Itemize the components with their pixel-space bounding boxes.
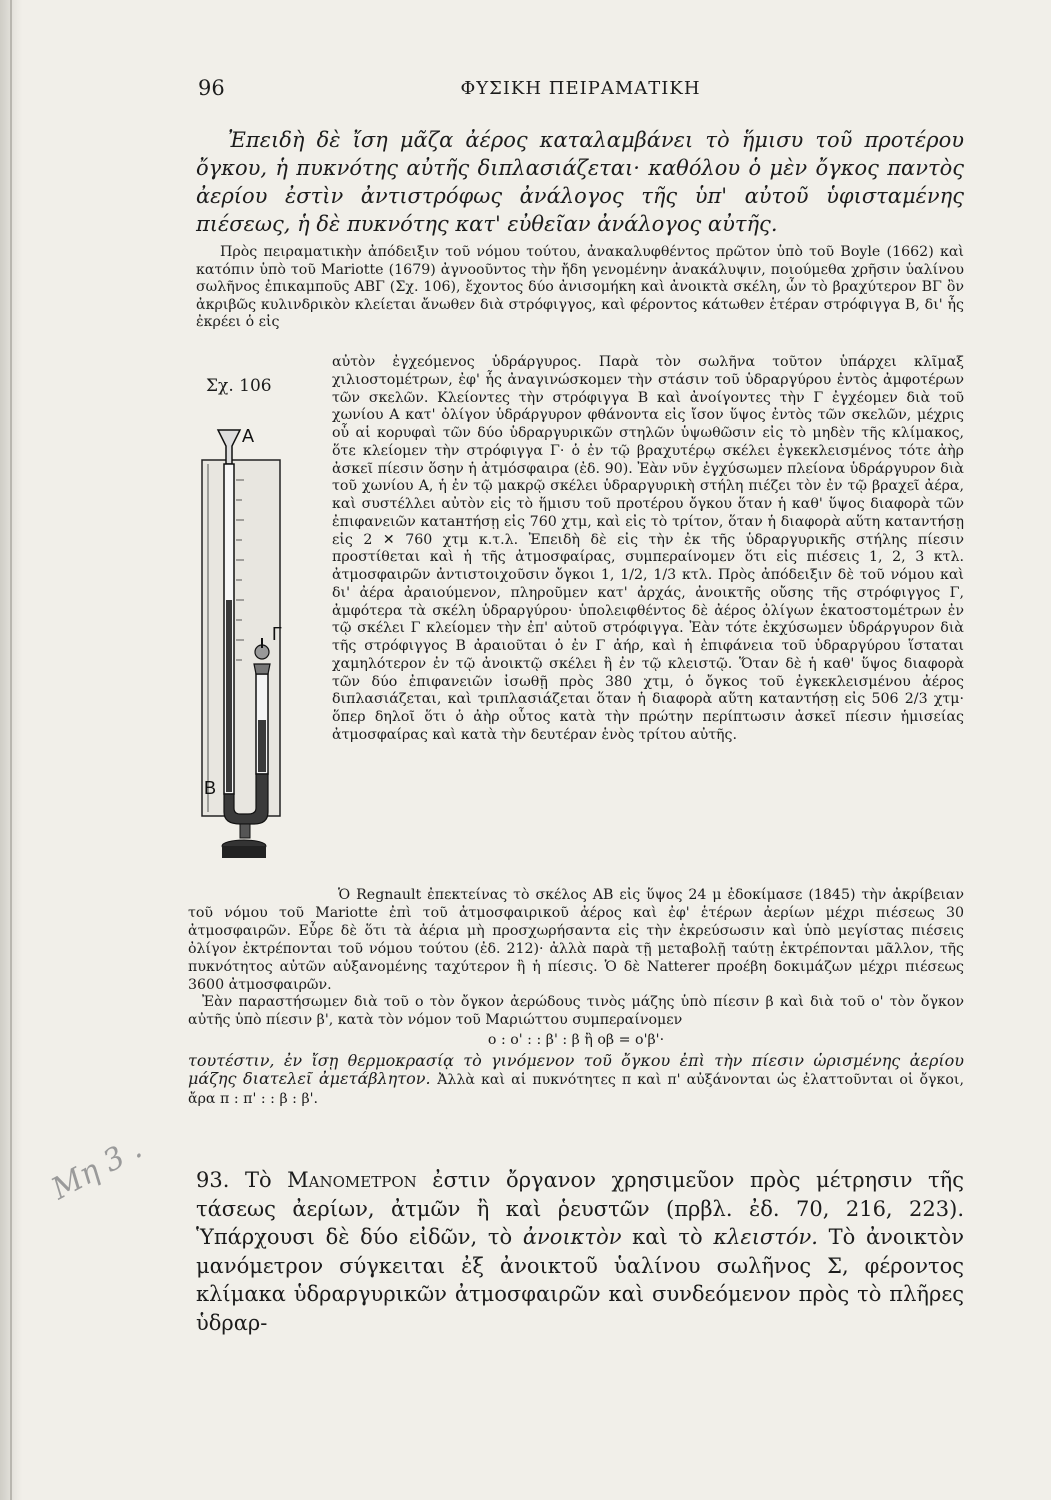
- intro-text: Ἐπειδὴ δὲ ἴση μᾶζα ἀέρος καταλαμβάνει τὸ ἥμισυ τοῦ προτέρου ὄγκου, ἡ πυκνότης αὐτῆς διπλασιάζεται· καθόλου ὁ μὲν ὄγκος παντὸς ἀερίου ἐστὶν ἀντιστρόφως ἀνάλογος τῆς ὑπ' αὐτοῦ ὑφισταμένης πιέσεως, ἡ δὲ πυκνότης κατ' εὐθεῖαν ἀνάλογος αὐτῆς.: [196, 128, 964, 236]
- mercury-column: [226, 600, 232, 792]
- label-g: Γ: [272, 624, 282, 644]
- conclusion-plain: Ἀλλὰ καὶ αἱ πυκνότητες π καὶ π' αὐξάνονται ὡς ἐλαττοῦνται οἱ ὄγκοι, ἄρα π : π' : : β : β'.: [188, 1072, 964, 1108]
- figure-caption: Σχ. 106: [206, 376, 272, 396]
- boyle-formula: ο : ο' : : β' : β ἢ οβ = ο'β'·: [487, 1032, 665, 1049]
- proof-paragraph-block: [196, 244, 964, 332]
- page-edge-line: [10, 0, 12, 1500]
- label-b: Β: [204, 778, 217, 798]
- label-a: Α: [242, 426, 255, 446]
- section-text-a: ἐστιν ὄργανον χρησιμεῦον πρὸς μέτρησιν τῆς τάσεως ἀερίων, ἀτμῶν ἢ καὶ ῥευστῶν (πρβλ. ἐδ. 70, 216, 223). Ὑπάρχουσι δὲ δύο εἰδῶν, τὸ: [196, 1168, 964, 1249]
- intro-paragraph: [196, 126, 964, 238]
- handwritten-margin-note: Μη 3 .: [46, 1130, 148, 1207]
- stopcock-b: [240, 824, 250, 838]
- experiment-paragraph-block: [332, 354, 964, 745]
- section-number: 93.: [196, 1168, 230, 1192]
- page-header: [198, 76, 963, 106]
- running-title: ΦΥΣΙΚΗ ΠΕΙΡΑΜΑΤΙΚΗ: [460, 78, 701, 99]
- funnel-a: [218, 430, 240, 464]
- regnault-block: [188, 887, 964, 1108]
- open-term: ἀνοικτὸν: [522, 1225, 622, 1249]
- volume-paragraph: Ἐὰν παραστήσωμεν διὰ τοῦ ο τὸν ὄγκον ἀερώδους τινὸς μάζης ὑπὸ πίεσιν β καὶ διὰ τοῦ ο' τὸν ὄγκον αὐτῆς ὑπὸ πίεσιν β', κατὰ τὸν νόμον τοῦ Μαριώττου συμπεραίνομεν: [188, 994, 964, 1029]
- section-term: Μανομετρον: [287, 1168, 417, 1192]
- section-93: [196, 1166, 964, 1337]
- and-word: καὶ τὸ: [632, 1225, 703, 1249]
- conclusion-block: [188, 1052, 964, 1108]
- regnault-paragraph: Ὁ Regnault ἐπεκτείνας τὸ σκέλος ΑΒ εἰς ὕψος 24 μ ἐδοκίμασε (1845) τὴν ἀκρίβειαν τοῦ νόμου τοῦ Mariotte ἐπὶ τοῦ ἀτμοσφαιρικοῦ ἀέρος καὶ ἐφ' ἑτέρων ἀερίων μέχρι πιέσεως 30 ἀτμοσφαιρῶν. Εὗρε δὲ ὅτι τὰ ἀέρια μὴ προσχωρήσαντα εἰς τὴν ἐκρεύσωσιν καὶ ὑπὸ μεγίστας πιέσεις ὀλίγον ἐκτρέπονται τοῦ νόμου τούτου (ἐδ. 212)· ἀλλὰ παρὰ τῇ μεταβολῇ ταύτῃ ἐκτρέπονται μᾶλλον, τῆς πυκνότητος αὐτῶν αὐξανομένης ταχύτερον ἢ ἡ πίεσις. Ὁ δὲ Natterer προέβη δοκιμάζων μέχρι πιέσεως 3600 ἀτμοσφαιρῶν.: [188, 887, 964, 993]
- mariotte-tube-illustration: [188, 420, 328, 860]
- experiment-paragraph: αὐτὸν ἐγχεόμενος ὑδράργυρος. Παρὰ τὸν σωλῆνα τοῦτον ὑπάρχει κλῖμαξ χιλιοστομέτρων, ἐφ' ἧς ἀναγινώσκομεν τὴν στάσιν τοῦ ὑδραργύρου ἐντὸς ἀμφοτέρων τῶν σκελῶν. Κλείοντες τὴν στρόφιγγα Β καὶ ἀνοίγοντες τὴν Γ ἐγχέομεν διὰ τοῦ χωνίου Α κατ' ὀλίγον ὑδράργυρον φθάνοντα εἰς ἴσον ὕψος ἐντὸς τῶν σκελῶν, μέχρις οὗ αἱ κορυφαὶ τῶν δύο ὑδραργυρικῶν στηλῶν ὑψωθῶσιν εἰς τὸ μηδὲν τῆς κλίμακος, ὅτε κλείομεν τὴν στρόφιγγα Γ· ὁ ἐν τῷ βραχυτέρῳ σκέλει ἐγκεκλεισμένος τότε ἀὴρ ἀσκεῖ πίεσιν ὅσην ἡ ἀτμόσφαιρα (ἐδ. 90). Ἐὰν νῦν ἐγχύσωμεν πλείονα ὑδράργυρον διὰ τοῦ χωνίου Α, ἡ ἐν τῷ μακρῷ σκέλει ὑδραργυρικὴ στήλη πιέζει τὸν ἐν τῷ βραχεῖ ἀέρα, καὶ συστέλλει αὐτὸν εἰς τὸ ἥμισυ τοῦ προτέρου ὄγκου ὅταν ἡ καθ' ὕψος διαφορὰ τῶν ἐπιφανειῶν κατантήσῃ εἰς 760 χτμ, καὶ εἰς τὸ τρίτον, ὅταν ἡ διαφορὰ αὕτη καταντήσῃ εἰς 2 ✕ 760 χτμ κ.τ.λ. Ἐπειδὴ δὲ εἰς τὴν ἐκ τῆς ὑδραργυρικῆς στήλης πίεσιν προστίθεται καὶ ἡ τῆς ἀτμοσφαίρας, συμπεραίνομεν ὅτι εἰς πιέσεις 1, 2, 3 κτλ. ἀτμοσφαιρῶν ἀντιστοιχοῦσιν ὄγκοι 1, 1/2, 1/3 κτλ. Πρὸς ἀπόδειξιν δὲ τοῦ νόμου καὶ δι' ἀέρα ἀραιούμενον, πληροῦμεν κατ' ἀρχάς, ἀνοικτῆς οὔσης τῆς στρόφιγγος Γ, ἀμφότερα τὰ σκέλη ὑδραργύρου· ὑπολειφθέντος δὲ ἀέρος ὀλίγων ἑκατοστομέτρων ἐν τῷ σκέλει Γ κλείομεν τὴν ἐπ' αὐτοῦ στρόφιγγα. Ἐὰν τότε ἐκχύσωμεν ὑδράργυρον διὰ τῆς στρόφιγγος Β ἀραιοῦται ὁ ἐν Γ ἀήρ, καὶ ἡ ἐπιφάνεια τοῦ ὑδραργύρου ἵσταται χαμηλότερον ἐν τῷ ἀνοικτῷ σκέλει ἢ ἐν τῷ κλειστῷ. Ὅταν δὲ ἡ καθ' ὕψος διαφορὰ τῶν δύο ἐπιφανειῶν ἰσωθῇ πρὸς 380 χτμ, ὁ ὄγκος τοῦ ἐγκεκλεισμένου ἀέρος διπλασιάζεται, καὶ τριπλασιάζεται ὅταν ἡ διαφορὰ αὕτη καταντήσῃ εἰς 506 2/3 χτμ· ὅπερ δηλοῖ ὅτι ὁ ἀὴρ οὗτος κατὰ τὴν πρώτην περίπτωσιν ἀσκεῖ πίεσιν ἡμισείας ἀτμοσφαίρας καὶ κατὰ τὴν δευτέραν ἑνὸς τρίτου αὐτῆς.: [332, 354, 964, 743]
- section-article: Τὸ: [244, 1168, 272, 1192]
- conclusion-italic: τουτέστιν, ἐν ἴσῃ θερμοκρασίᾳ τὸ γινόμενον τοῦ ὄγκου ἐπὶ τὴν πίεσιν ὡρισμένης ἀερίου μάζης διατελεῖ ἀμετάβλητον.: [188, 1051, 964, 1089]
- closed-term: κλειστόν.: [713, 1225, 818, 1249]
- page-number: 96: [198, 76, 225, 100]
- proof-paragraph: Πρὸς πειραματικὴν ἀπόδειξιν τοῦ νόμου τούτου, ἀνακαλυφθέντος πρῶτον ὑπὸ τοῦ Boyle (1662) καὶ κατόπιν ὑπὸ τοῦ Mariotte (1679) ἀγνοοῦντος τὴν ἤδη γενομένην ἀνακάλυψιν, ποιούμεθα χρῆσιν ὑαλίνου σωλῆνος ἐπικαμποῦς ΑΒΓ (Σχ. 106), ἔχοντος δύο ἀνισομήκη καὶ ἀνοικτὰ σκέλη, ὧν τὸ βραχύτερον ΒΓ ὂν ἀκριβῶς κυλινδρικὸν κλείεται ἄνωθεν διὰ στρόφιγγος, καὶ φέροντος κάτωθεν ἑτέραν στρόφιγγα Β, δι' ἧς ἐκρέει ὁ εἰς: [196, 244, 964, 331]
- section-text-b: Τὸ ἀνοικτὸν μανόμετρον σύγκειται ἐξ ἀνοικτοῦ ὑαλίνου σωλῆνος Σ, φέροντος κλίμακα ὑδραργυρικῶν ἀτμοσφαιρῶν καὶ συνδεόμενον πρὸς τὸ πλῆρες ὑδραρ-: [196, 1225, 964, 1335]
- stopcock-g: [254, 664, 270, 674]
- figure-106: [188, 372, 328, 872]
